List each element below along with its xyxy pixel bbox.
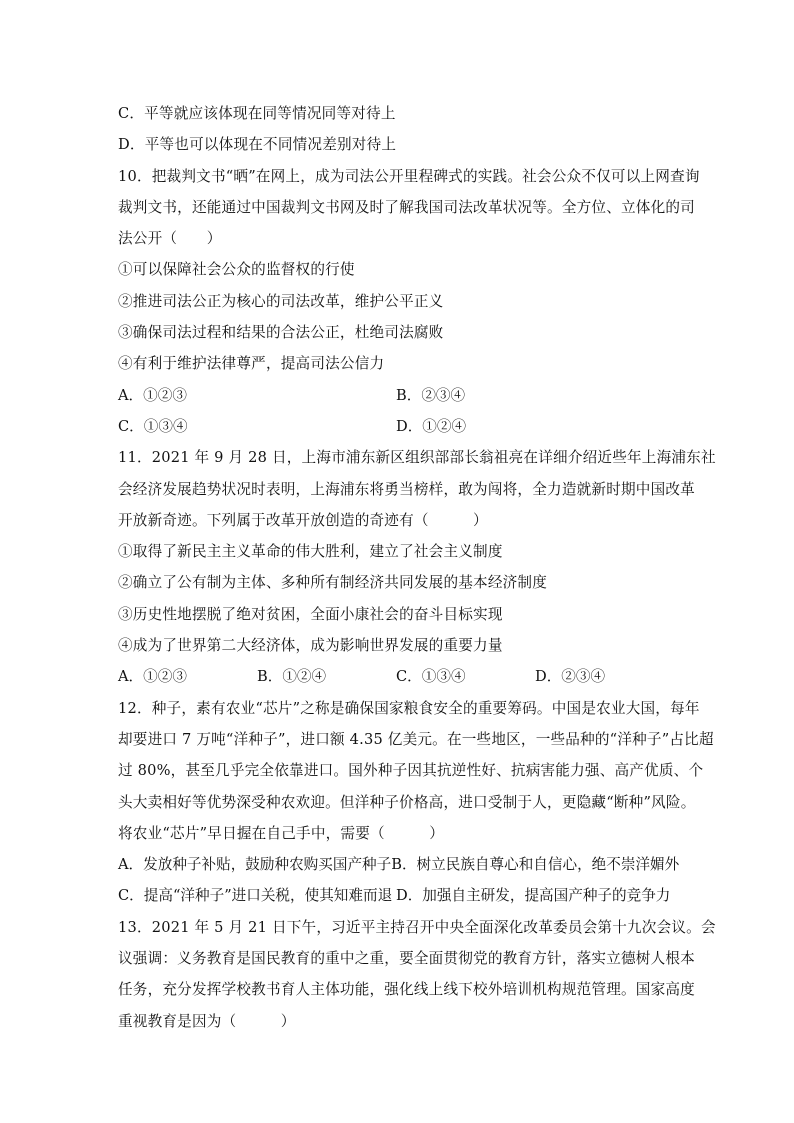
answer-options-row [118,661,678,692]
answer-option-b: B．②③④ [396,386,466,404]
answer-options-row [118,380,678,411]
question-stem-line: 头大卖相好等优势深受种农欢迎。但洋种子价格高，进口受制于人，更隐藏“断种”风险。 [118,793,696,811]
question-stem-line: 裁判文书，还能通过中国裁判文书网及时了解我国司法改革状况等。全方位、立体化的司 [118,198,695,216]
answer-option-b: B．树立民族自尊心和自信心，绝不崇洋媚外 [391,856,680,874]
question-12 [118,693,714,912]
question-10 [118,161,700,443]
question-stem-line: 却要进口 7 万吨“洋种子”，进口额 4.35 亿美元。在一些地区，一些品种的“洋种子”占比超 [118,730,714,748]
statement-item: ③历史性地摆脱了绝对贫困，全面小康社会的奋斗目标实现 [118,605,503,623]
answer-option-d: D．①②④ [396,417,467,435]
statement-item: ④有利于维护法律尊严，提高司法公信力 [118,355,385,373]
question-stem-line: 法公开（ ） [118,230,222,248]
statement-item: ④成为了世界第二大经济体，成为影响世界发展的重要力量 [118,637,503,655]
answer-option-a: A．①②③ [118,668,187,686]
question-stem-line: 过 80%，甚至几乎完全依靠进口。国外种子因其抗逆性好、抗病害能力强、高产优质、个 [118,762,704,780]
statement-item: ③确保司法过程和结果的合法公正，杜绝司法腐败 [118,324,444,342]
question-stem-line: 开放新奇迹。下列属于改革开放创造的奇迹有（ ） [118,511,488,529]
answer-option-d: D．加强自主研发，提高国产种子的竞争力 [396,887,671,905]
question-stem-line: 将农业“芯片”早日握在自己手中，需要（ ） [118,824,444,842]
question-stem-line: 重视教育是因为（ ） [118,1012,296,1030]
answer-option-c: C．①③④ [118,417,188,435]
answer-option-c: C．①③④ [396,668,466,686]
question-stem-line: 13．2021 年 5 月 21 日下午，习近平主持召开中央全面深化改革委员会第十九次会议。会 [118,918,716,936]
question-stem-line: 10．把裁判文书“晒”在网上，成为司法公开里程碑式的实践。社会公众不仅可以上网查询 [118,167,700,185]
question-13 [118,912,716,1037]
question-stem-line: 任务，充分发挥学校教书育人主体功能，强化线上线下校外培训机构规范管理。国家高度 [118,981,695,999]
option-line: C．平等就应该体现在同等情况同等对待上 [118,105,396,122]
answer-option-a: A．①②③ [118,386,187,404]
statement-item: ①取得了新民主主义革命的伟大胜利，建立了社会主义制度 [118,543,503,561]
answer-option-b: B．①②④ [257,668,327,686]
question-stem-line: 议强调：义务教育是国民教育的重中之重，要全面贯彻党的教育方针，落实立德树人根本 [118,950,695,968]
answer-options-row [118,849,678,880]
statement-item: ②推进司法公正为核心的司法改革，维护公平正义 [118,292,444,310]
question-stem-line: 12．种子，素有农业“芯片”之称是确保国家粮食安全的重要筹码。中国是农业大国，每年 [118,699,700,717]
question-content [118,98,716,1037]
answer-options-row [118,880,678,911]
question-11 [118,442,716,692]
statement-item: ②确立了公有制为主体、多种所有制经济共同发展的基本经济制度 [118,574,548,592]
statement-item: ①可以保障社会公众的监督权的行使 [118,261,355,279]
answer-option-a: A．发放种子补贴，鼓励种农购买国产种子 [118,856,392,874]
answer-option-c: C．提高“洋种子”进口关税，使其知难而退 [118,887,393,905]
answer-options-row [118,411,678,442]
option-line: D．平等也可以体现在不同情况差别对待上 [118,136,397,154]
question-stem-line: 会经济发展趋势状况时表明，上海浦东将勇当榜样，敢为闯将，全力造就新时期中国改革 [118,480,695,498]
question-stem-line: 11．2021 年 9 月 28 日，上海市浦东新区组织部部长翁祖亮在详细介绍近些年上海浦东社 [118,449,716,467]
answer-option-d: D．②③④ [535,668,606,686]
